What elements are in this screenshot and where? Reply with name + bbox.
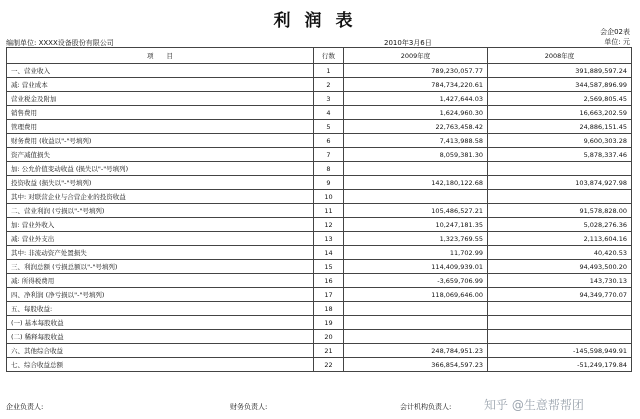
- table-row: [7, 358, 632, 372]
- table-row: [7, 274, 632, 288]
- table-row: [7, 302, 632, 316]
- row-value-2009: [344, 302, 488, 316]
- row-value-2009: 105,486,527.21: [344, 204, 488, 218]
- row-line-number: 15: [314, 260, 344, 274]
- row-line-number: 1: [314, 64, 344, 78]
- row-value-2009: 789,230,057.77: [344, 64, 488, 78]
- row-item-label: 六、其他综合收益: [7, 344, 314, 358]
- row-value-2008: 391,889,597.24: [488, 64, 632, 78]
- row-value-2009: [344, 330, 488, 344]
- row-line-number: 7: [314, 148, 344, 162]
- watermark: 知乎 @生意帮帮团: [484, 398, 584, 412]
- row-line-number: 14: [314, 246, 344, 260]
- row-item-label: 减: 所得税费用: [7, 274, 314, 288]
- row-line-number: 21: [314, 344, 344, 358]
- row-value-2008: 9,600,303.28: [488, 134, 632, 148]
- row-value-2009: -3,659,706.99: [344, 274, 488, 288]
- table-row: [7, 204, 632, 218]
- row-value-2009: 10,247,181.35: [344, 218, 488, 232]
- row-value-2008: 94,349,770.07: [488, 288, 632, 302]
- row-value-2008: 2,113,604.16: [488, 232, 632, 246]
- row-value-2008: 5,028,276.36: [488, 218, 632, 232]
- row-line-number: 6: [314, 134, 344, 148]
- table-row: [7, 246, 632, 260]
- row-item-label: 其中: 非流动资产处置损失: [7, 246, 314, 260]
- row-line-number: 16: [314, 274, 344, 288]
- row-line-number: 2: [314, 78, 344, 92]
- header-line: 行数: [314, 48, 344, 64]
- row-value-2008: [488, 302, 632, 316]
- row-value-2009: 118,069,646.00: [344, 288, 488, 302]
- row-line-number: 10: [314, 190, 344, 204]
- income-statement-table: [6, 47, 632, 372]
- table-row: [7, 162, 632, 176]
- row-value-2008: [488, 190, 632, 204]
- row-item-label: (二) 稀释每股收益: [7, 330, 314, 344]
- currency-unit: 单位: 元: [604, 38, 630, 46]
- row-item-label: 加: 营业外收入: [7, 218, 314, 232]
- row-value-2008: -145,598,949.91: [488, 344, 632, 358]
- row-item-label: 减: 营业成本: [7, 78, 314, 92]
- row-line-number: 8: [314, 162, 344, 176]
- row-value-2008: -51,249,179.84: [488, 358, 632, 372]
- row-line-number: 12: [314, 218, 344, 232]
- row-item-label: 三、利润总额 (亏损总额以"-"号填列): [7, 260, 314, 274]
- row-item-label: 投资收益 (损失以"-"号填列): [7, 176, 314, 190]
- row-value-2008: 94,493,500.20: [488, 260, 632, 274]
- table-row: [7, 316, 632, 330]
- row-value-2009: 248,784,951.23: [344, 344, 488, 358]
- table-row: [7, 106, 632, 120]
- header-item: 项 目: [7, 48, 314, 64]
- row-item-label: 财务费用 (收益以"-"号填列): [7, 134, 314, 148]
- row-value-2008: [488, 162, 632, 176]
- row-item-label: 加: 公允价值变动收益 (损失以"-"号填列): [7, 162, 314, 176]
- company-name: 编制单位: XXXX设备股份有限公司: [6, 39, 114, 47]
- row-item-label: 七、综合收益总额: [7, 358, 314, 372]
- row-value-2009: [344, 316, 488, 330]
- table-header-row: [7, 48, 632, 64]
- table-row: [7, 92, 632, 106]
- row-line-number: 20: [314, 330, 344, 344]
- row-line-number: 19: [314, 316, 344, 330]
- table-row: [7, 330, 632, 344]
- row-value-2008: 143,730.13: [488, 274, 632, 288]
- row-line-number: 11: [314, 204, 344, 218]
- row-item-label: 其中: 对联营企业与合营企业的投资收益: [7, 190, 314, 204]
- table-body: [7, 64, 632, 372]
- row-line-number: 4: [314, 106, 344, 120]
- row-line-number: 9: [314, 176, 344, 190]
- report-date: 2010年3月6日: [384, 39, 432, 47]
- row-line-number: 3: [314, 92, 344, 106]
- table-row: [7, 134, 632, 148]
- row-item-label: 四、净利润 (净亏损以"-"号填列): [7, 288, 314, 302]
- row-item-label: 资产减值损失: [7, 148, 314, 162]
- row-value-2009: 22,763,458.42: [344, 120, 488, 134]
- table-row: [7, 78, 632, 92]
- row-value-2009: 366,854,597.23: [344, 358, 488, 372]
- header-2009: 2009年度: [344, 48, 488, 64]
- table-row: [7, 232, 632, 246]
- row-value-2009: 1,427,644.03: [344, 92, 488, 106]
- table-row: [7, 344, 632, 358]
- row-item-label: 五、每股收益:: [7, 302, 314, 316]
- table-row: [7, 120, 632, 134]
- footer-head-label: 企业负责人:: [6, 403, 44, 411]
- row-line-number: 18: [314, 302, 344, 316]
- row-item-label: 二、营业利润 (亏损以"-"号填列): [7, 204, 314, 218]
- table-row: [7, 218, 632, 232]
- row-item-label: 减: 营业外支出: [7, 232, 314, 246]
- table-row: [7, 190, 632, 204]
- row-line-number: 13: [314, 232, 344, 246]
- row-value-2008: 2,569,805.45: [488, 92, 632, 106]
- row-line-number: 22: [314, 358, 344, 372]
- row-value-2008: 91,578,828.00: [488, 204, 632, 218]
- row-value-2009: [344, 190, 488, 204]
- row-value-2009: 142,180,122.68: [344, 176, 488, 190]
- row-value-2009: 7,413,988.58: [344, 134, 488, 148]
- row-line-number: 5: [314, 120, 344, 134]
- row-value-2009: 8,059,381.30: [344, 148, 488, 162]
- row-line-number: 17: [314, 288, 344, 302]
- row-value-2009: 1,624,960.30: [344, 106, 488, 120]
- row-value-2008: 344,587,896.99: [488, 78, 632, 92]
- row-value-2009: [344, 162, 488, 176]
- row-value-2008: 40,420.53: [488, 246, 632, 260]
- row-value-2009: 784,734,220.61: [344, 78, 488, 92]
- row-item-label: 营业税金及附加: [7, 92, 314, 106]
- row-item-label: (一) 基本每股收益: [7, 316, 314, 330]
- row-item-label: 一、营业收入: [7, 64, 314, 78]
- form-number: 会企02表: [600, 28, 630, 36]
- row-value-2009: 114,409,939.01: [344, 260, 488, 274]
- row-value-2008: 16,663,202.59: [488, 106, 632, 120]
- table-row: [7, 176, 632, 190]
- row-value-2008: 103,874,927.98: [488, 176, 632, 190]
- page-title: 利润表: [273, 11, 367, 31]
- header-2008: 2008年度: [488, 48, 632, 64]
- row-value-2009: 1,323,769.55: [344, 232, 488, 246]
- table-row: [7, 148, 632, 162]
- table-row: [7, 64, 632, 78]
- table-row: [7, 288, 632, 302]
- table-row: [7, 260, 632, 274]
- footer-accounting-label: 会计机构负责人:: [400, 403, 452, 411]
- row-value-2008: 24,886,151.45: [488, 120, 632, 134]
- footer-finance-label: 财务负责人:: [230, 403, 268, 411]
- row-item-label: 销售费用: [7, 106, 314, 120]
- row-value-2008: [488, 316, 632, 330]
- row-value-2008: [488, 330, 632, 344]
- row-item-label: 管理费用: [7, 120, 314, 134]
- row-value-2008: 5,878,337.46: [488, 148, 632, 162]
- row-value-2009: 11,702.99: [344, 246, 488, 260]
